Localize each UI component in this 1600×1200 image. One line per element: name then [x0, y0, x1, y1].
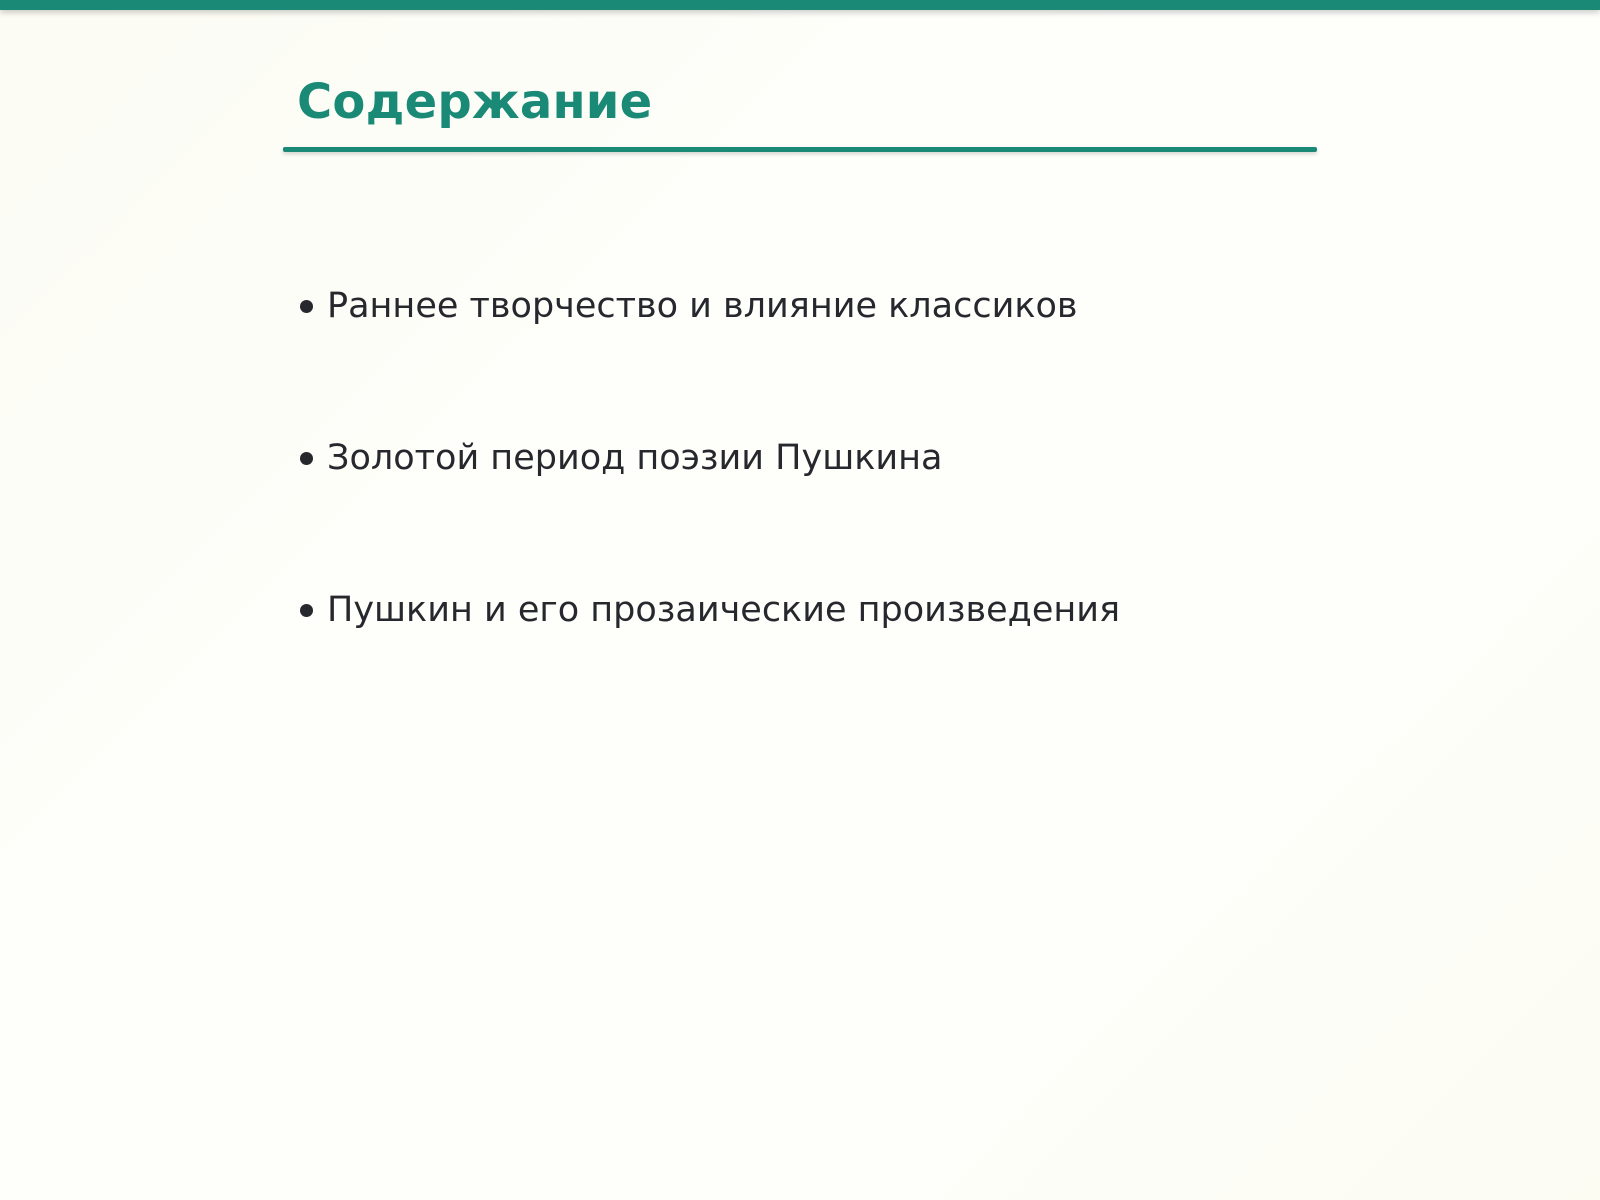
list-item	[300, 281, 1078, 331]
list-item	[300, 585, 1120, 635]
list-item-text: Раннее творчество и влияние классиков	[327, 286, 1078, 326]
title-underline	[283, 147, 1317, 152]
bullet-icon	[300, 452, 313, 465]
bullet-icon	[300, 300, 313, 313]
list-item	[300, 433, 942, 483]
top-accent-bar	[0, 0, 1600, 10]
slide-title: Содержание	[297, 74, 653, 130]
bullet-icon	[300, 604, 313, 617]
list-item-text: Пушкин и его прозаические произведения	[327, 590, 1121, 630]
list-item-text: Золотой период поэзии Пушкина	[327, 438, 943, 478]
